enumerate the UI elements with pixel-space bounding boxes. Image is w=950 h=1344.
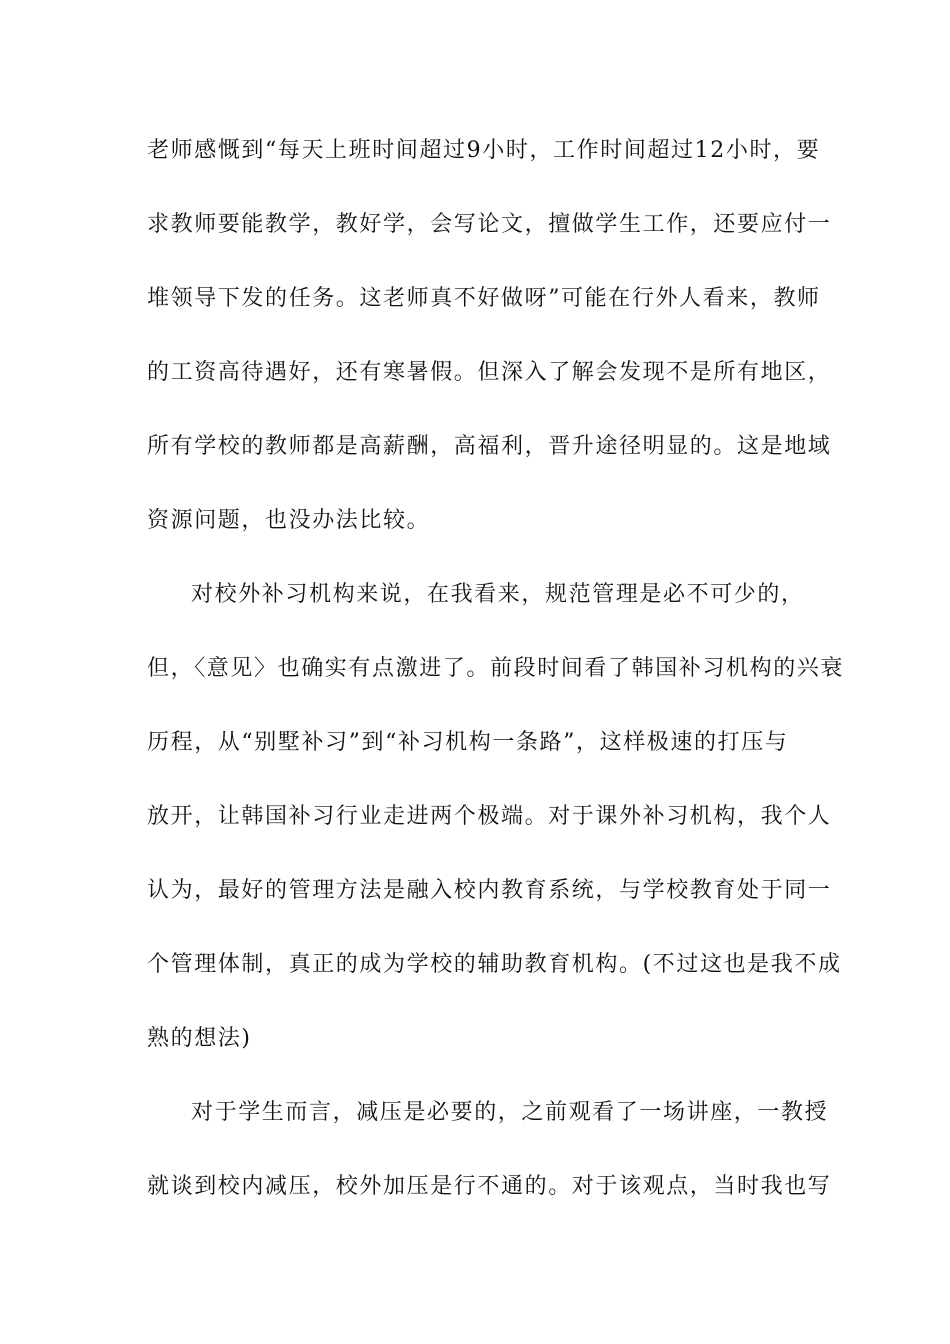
text-line: 历程，从“别墅补习”到“补习机构一条路”，这样极速的打压与	[147, 730, 789, 755]
text-line: 就谈到校内减压，校外加压是行不通的。对于该观点，当时我也写	[147, 1174, 832, 1199]
text-line: 老师感慨到“每天上班时间超过9小时，工作时间超过12小时，要	[147, 138, 821, 163]
text-line: 个管理体制，真正的成为学校的辅助教育机构。(不过这也是我不成	[147, 952, 842, 977]
body-text	[147, 128, 845, 1238]
text-line: 但，〈意见〉也确实有点激进了。前段时间看了韩国补习机构的兴衰	[147, 656, 845, 681]
text-line: 熟的想法)	[147, 1026, 252, 1051]
text-line: 堆领导下发的任务。这老师真不好做呀”可能在行外人看来，教师	[147, 286, 821, 311]
paragraph-start-line: 对校外补习机构来说，在我看来，规范管理是必不可少的，	[191, 582, 805, 607]
text-line: 放开，让韩国补习行业走进两个极端。对于课外补习机构，我个人	[147, 804, 832, 829]
text-line: 的工资高待遇好，还有寒暑假。但深入了解会发现不是所有地区，	[147, 360, 832, 385]
paragraph-start-line: 对于学生而言，减压是必要的，之前观看了一场讲座，一教授	[191, 1100, 829, 1125]
text-line: 所有学校的教师都是高薪酬，高福利，晋升途径明显的。这是地域	[147, 434, 832, 459]
text-line: 资源问题，也没办法比较。	[147, 508, 431, 533]
text-line: 求教师要能教学，教好学，会写论文，擅做学生工作，还要应付一	[147, 212, 832, 237]
text-line: 认为，最好的管理方法是融入校内教育系统，与学校教育处于同一	[147, 878, 832, 903]
